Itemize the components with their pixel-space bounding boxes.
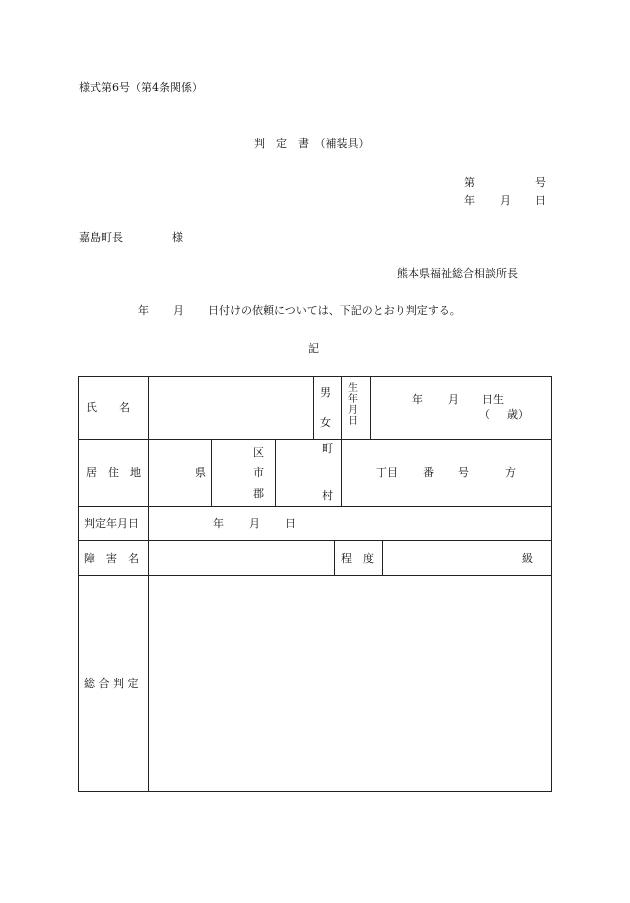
body-month: 月 [173, 304, 184, 317]
disability-label: 障 害 名 [84, 552, 139, 565]
ki-label: 記 [308, 342, 319, 355]
addressee-name: 嘉島町長 [79, 231, 123, 244]
sex-female[interactable]: 女 [320, 416, 331, 429]
address-ku: 区 [253, 446, 264, 459]
birth-label [348, 384, 358, 428]
address-kata: 方 [505, 466, 516, 479]
judge-date-label: 判定年月日 [84, 517, 139, 530]
address-mura: 村 [322, 489, 333, 502]
address-go: 号 [458, 466, 469, 479]
birth-label-char: 生 [348, 383, 358, 394]
doc-date-year: 年 [464, 194, 475, 207]
address-machi: 町 [322, 442, 333, 455]
issuer-name: 熊本県福祉総合相談所長 [397, 267, 518, 280]
name-label: 氏 名 [86, 401, 130, 414]
doc-date-day: 日 [535, 194, 546, 207]
address-ban: 番 [423, 466, 434, 479]
form-label: 様式第6号（第4条関係） [79, 81, 203, 94]
address-gun: 郡 [253, 487, 264, 500]
grade-label: 級 [522, 552, 533, 565]
birth-month: 月 [448, 393, 459, 406]
body-text: 日付けの依頼については、下記のとおり判定する。 [208, 304, 461, 317]
birth-label-char: 月 [348, 405, 358, 416]
doc-number-dai: 第 [464, 176, 475, 189]
judge-date-year: 年 [213, 517, 224, 530]
birth-year: 年 [412, 393, 423, 406]
birth-day: 日生 [482, 393, 504, 406]
doc-number-go: 号 [535, 176, 546, 189]
judge-date-month: 月 [249, 517, 260, 530]
age-label: 歳） [507, 408, 529, 421]
name-field[interactable] [149, 377, 313, 439]
overall-judgement-field[interactable] [149, 576, 551, 791]
degree-label: 程 度 [341, 552, 374, 565]
address-label: 居 住 地 [86, 466, 141, 479]
address-choume: 丁目 [376, 466, 398, 479]
age-open-paren: （ [479, 408, 490, 421]
doc-date-month: 月 [500, 194, 511, 207]
judge-date-day: 日 [285, 517, 296, 530]
disability-field[interactable] [149, 541, 334, 575]
birth-label-char: 日 [348, 416, 358, 427]
birth-label-char: 年 [348, 394, 358, 405]
sex-male[interactable]: 男 [320, 386, 331, 399]
address-shi: 市 [253, 466, 264, 479]
addressee-sama: 様 [172, 231, 183, 244]
body-year: 年 [138, 304, 149, 317]
address-ken: 県 [195, 466, 206, 479]
document-title: 判 定 書 （補装具） [254, 137, 370, 150]
overall-judgement-label: 総 合 判 定 [84, 677, 139, 690]
